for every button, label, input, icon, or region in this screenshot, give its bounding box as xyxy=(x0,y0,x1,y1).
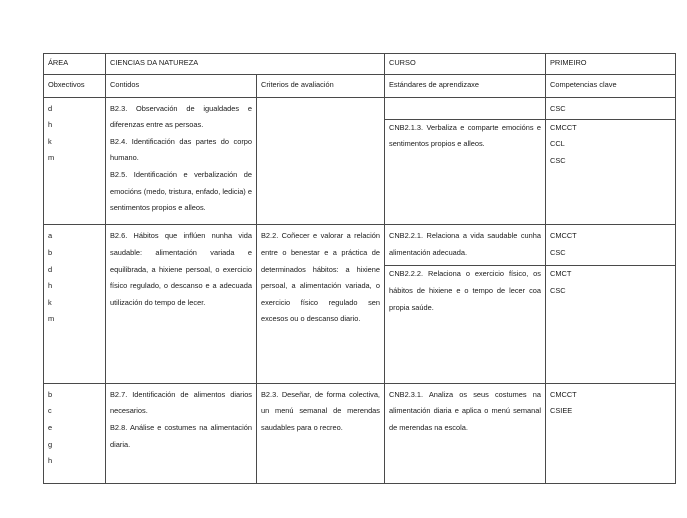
content-item: B2.4. Identificación das partes do corpo humano. xyxy=(110,136,252,163)
content-item: B2.7. Identificación de alimentos diarios necesarios. xyxy=(110,389,252,416)
table-row xyxy=(44,225,676,383)
competence-item: CSC xyxy=(550,103,566,113)
content-item: B2.5. Identificación e verbalización de emocións (medo, tristura, enfado, ledicia) e sentimentos propios e alleos. xyxy=(110,169,252,213)
col-contents: Contidos xyxy=(106,75,257,97)
table-row xyxy=(44,97,676,225)
standard-item xyxy=(385,98,545,119)
standards-cell xyxy=(385,97,546,225)
course-label: CURSO xyxy=(385,54,546,75)
objective-item: d xyxy=(48,264,53,274)
table-row xyxy=(44,383,676,483)
objective-item: k xyxy=(48,136,52,146)
objective-item: h xyxy=(48,456,53,466)
col-standards: Estándares de aprendizaxe xyxy=(385,75,546,97)
competence-group xyxy=(546,265,675,299)
content-item: B2.6. Hábitos que inflúen nunha vida saudable: alimentación variada e equilibrada, a hixiene persoal, o exercicio físico regulado, o descanso e a adecuada utilización do tempo de lecer. xyxy=(110,231,252,307)
competence-group xyxy=(546,225,675,265)
col-objectives: Obxectivos xyxy=(44,75,106,97)
objective-item: m xyxy=(48,153,55,163)
standard-item: CNB2.2.1. Relaciona a vida saudable cunha alimentación adecuada. xyxy=(389,231,541,257)
objective-item: h xyxy=(48,120,53,130)
competence-item: CMCCT xyxy=(550,122,577,132)
competence-item: CMCCT xyxy=(550,231,577,241)
competences-cell xyxy=(546,225,676,383)
competences-cell xyxy=(546,97,676,225)
competence-group xyxy=(546,98,675,119)
objective-item: b xyxy=(48,247,53,257)
content-item: B2.3. Observación de igualdades e diferenzas entre as persoas. xyxy=(110,103,252,130)
standard-item: CNB2.1.3. Verbaliza e comparte emocións e sentimentos propios e alleos. xyxy=(385,119,545,153)
objectives-cell xyxy=(44,225,106,383)
header-row-area xyxy=(44,54,676,75)
col-competences: Competencias clave xyxy=(546,75,676,97)
competence-item: CSIEE xyxy=(550,406,573,416)
col-criteria: Criterios de avaliación xyxy=(257,75,385,97)
area-value: CIENCIAS DA NATUREZA xyxy=(106,54,385,75)
contents-cell xyxy=(106,383,257,483)
competence-item: CSC xyxy=(550,285,566,295)
objective-item: m xyxy=(48,314,55,324)
curriculum-table xyxy=(43,53,676,484)
competences-cell xyxy=(546,383,676,483)
standards-cell: CNB2.3.1. Analiza os seus costumes na alimentación diaria e aplica o menú semanal de merendas na escola. xyxy=(385,383,546,483)
competence-item: CCL xyxy=(550,139,565,149)
competence-group xyxy=(546,119,675,170)
criteria-cell: B2.2. Coñecer e valorar a relación entre o benestar e a práctica de determinados hábitos: a hixiene persoal, a alimentación variada, o exercicio físico regulado sen excesos ou o descanso diario. xyxy=(257,225,385,383)
course-value: PRIMEIRO xyxy=(546,54,676,75)
objective-item: a xyxy=(48,231,53,241)
competence-item: CMCT xyxy=(550,269,572,279)
contents-cell xyxy=(106,97,257,225)
objectives-cell xyxy=(44,383,106,483)
objective-item: h xyxy=(48,281,53,291)
objective-item: b xyxy=(48,389,53,399)
column-header-row xyxy=(44,75,676,97)
competence-item: CSC xyxy=(550,155,566,165)
competence-item: CMCCT xyxy=(550,389,577,399)
contents-cell xyxy=(106,225,257,383)
objective-item: k xyxy=(48,297,52,307)
objectives-cell xyxy=(44,97,106,225)
standard-item: CNB2.2.2. Relaciona o exercicio físico, os hábitos de hixiene e o tempo de lecer coa propia saúde. xyxy=(385,265,545,316)
criteria-cell: B2.3. Deseñar, de forma colectiva, un menú semanal de merendas saudables para o recreo. xyxy=(257,383,385,483)
objective-item: d xyxy=(48,103,53,113)
objective-item: g xyxy=(48,439,53,449)
competence-item: CSC xyxy=(550,247,566,257)
area-label: ÁREA xyxy=(44,54,106,75)
criteria-cell xyxy=(257,97,385,225)
objective-item: c xyxy=(48,406,52,416)
content-item: B2.8. Análise e costumes na alimentación diaria. xyxy=(110,422,252,449)
standards-cell xyxy=(385,225,546,383)
objective-item: e xyxy=(48,422,53,432)
